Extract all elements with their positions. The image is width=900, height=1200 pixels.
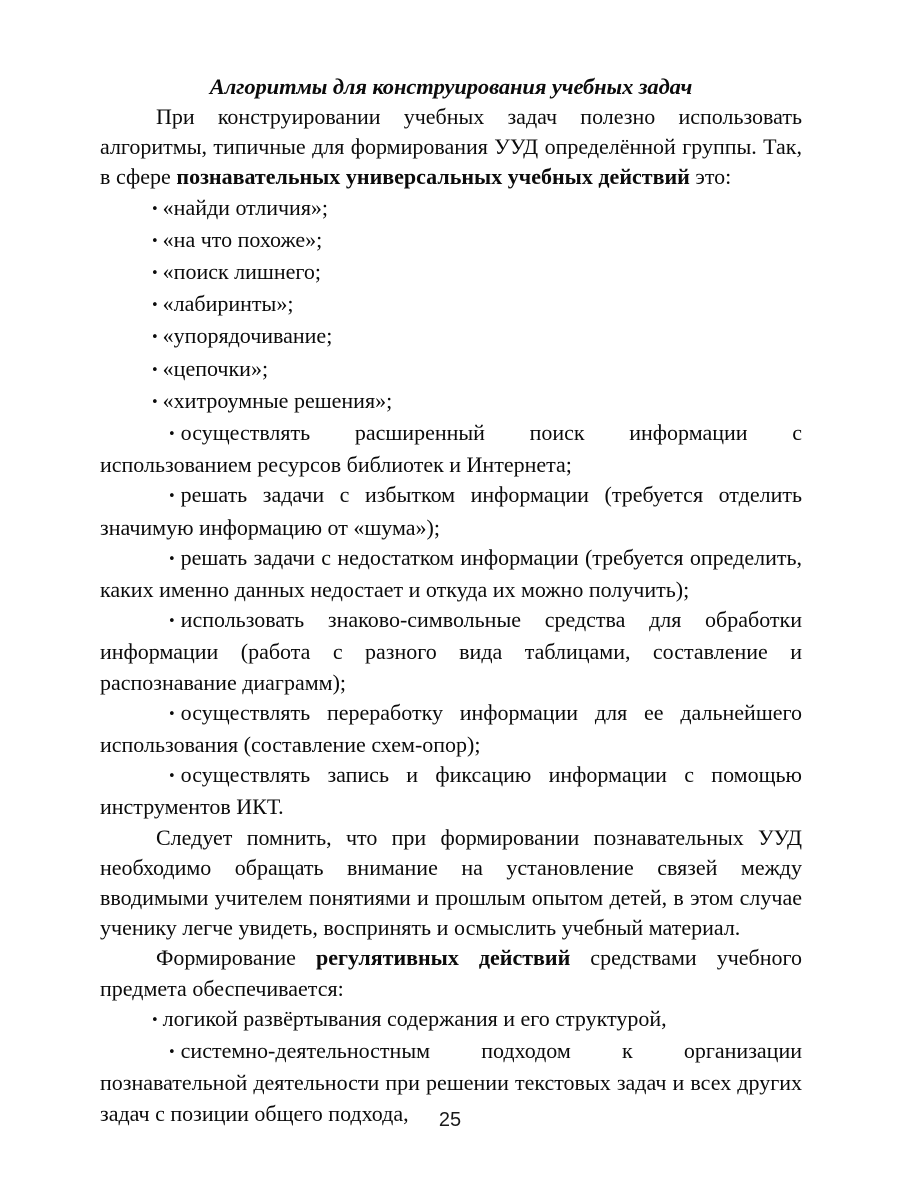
bullet-icon: • [168, 489, 176, 505]
list-item-label: решать задачи с недостатком информации (требуется определить, каких именно данных недостает и откуда их можно получить); [100, 544, 802, 603]
bullet-icon: • [151, 233, 159, 249]
bullet-icon: • [151, 1012, 159, 1028]
bullet-icon: • [151, 330, 159, 346]
list-item [100, 386, 802, 418]
bullet-icon: • [168, 769, 176, 785]
bullet-icon: • [168, 614, 176, 630]
list-item [100, 354, 802, 386]
list-item [100, 289, 802, 321]
regulative-paragraph [100, 943, 802, 1003]
list-item-label: «лабиринты»; [162, 291, 294, 317]
page-title: Алгоритмы для конструирования учебных задач [209, 74, 693, 99]
page-number: 25 [438, 1109, 462, 1131]
list-item [100, 418, 802, 480]
bullet-icon: • [151, 362, 159, 378]
list-item [100, 321, 802, 353]
intro-paragraph-part2: это: [689, 164, 732, 190]
regulative-paragraph-part1: Формирование [156, 945, 316, 971]
bullet-icon: • [168, 706, 176, 722]
list-item [100, 225, 802, 257]
list-item [100, 1004, 802, 1036]
list-item-label: осуществлять переработку информации для ее дальнейшего использования (составление схем-опор); [100, 699, 802, 758]
regulative-paragraph-bold-phrase: регулятивных действий [315, 945, 571, 971]
list-item [100, 257, 802, 289]
note-paragraph: Следует помнить, что при формировании познавательных УУД необходимо обращать внимание на установление связей между вводимыми учителем понятиями и прошлым опытом детей, в этом случае ученику легче увидеть, воспринять и осмыслить учебный материал. [100, 824, 802, 941]
bullet-icon: • [168, 427, 176, 443]
list-item-label: «хитроумные решения»; [162, 387, 393, 413]
list-item [100, 543, 802, 605]
list-item [100, 480, 802, 542]
list-item-label: «цепочки»; [162, 355, 269, 381]
regulative-paragraph-part2: средствами учебного предмета обеспечивается: [100, 945, 802, 1001]
list-item [100, 698, 802, 760]
list-item-label: логикой развёртывания содержания и его структурой, [162, 1005, 667, 1031]
page-text-block [100, 72, 802, 1129]
list-item-label: «на что похоже»; [162, 226, 323, 252]
bullet-icon: • [151, 266, 159, 282]
list-item-label: «найди отличия»; [162, 194, 329, 220]
list-item-label: осуществлять расширенный поиск информации с использованием ресурсов библиотек и Интернета; [100, 420, 802, 478]
list-item-label: «поиск лишнего; [162, 259, 321, 285]
bullet-icon: • [168, 1045, 176, 1061]
list-item-label: решать задачи с избытком информации (требуется отделить значимую информацию от «шума»); [100, 482, 802, 540]
list-item-label: осуществлять запись и фиксацию информации с помощью инструментов ИКТ. [100, 762, 802, 820]
intro-paragraph-bold-phrase: познавательных универсальных учебных действий [176, 164, 690, 190]
bullet-icon: • [151, 298, 159, 314]
list-item [100, 605, 802, 698]
bullet-icon: • [151, 394, 159, 410]
list-item-label: использовать знаково-символьные средства для обработки информации (работа с разного вида таблицами, составление и распознавание диаграмм); [100, 607, 802, 695]
list-item [100, 760, 802, 822]
list-item-label: «упорядочивание; [162, 323, 333, 349]
list-item-label: системно-деятельностным подходом к организации познавательной деятельности при решении текстовых задач и всех других задач с позиции общего подхода, [100, 1038, 802, 1126]
intro-paragraph [100, 102, 802, 193]
list-item [100, 193, 802, 225]
bullet-icon: • [168, 551, 176, 567]
bullet-icon: • [151, 201, 159, 217]
intro-paragraph-part1: При конструировании учебных задач полезно использовать алгоритмы, типичные для формирования УУД определённой группы. Так, в сфере [100, 104, 802, 190]
